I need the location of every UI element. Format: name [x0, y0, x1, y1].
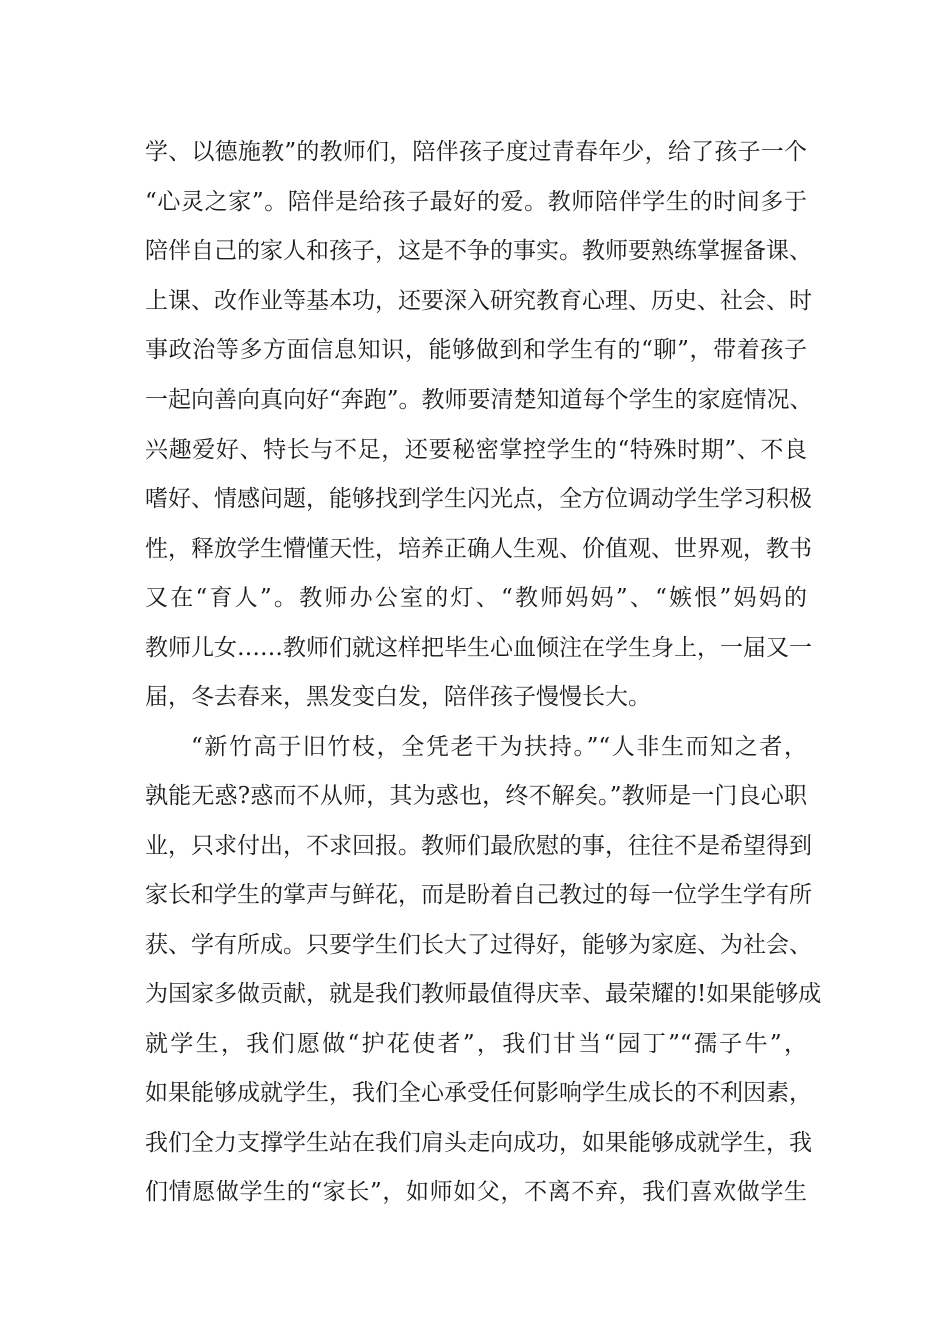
paragraph-2-line: 为国家多做贡献，就是我们教师最值得庆幸、最荣耀的!如果能够成: [145, 981, 822, 1007]
paragraph-1-line: 嗜好、情感问题，能够找到学生闪光点，全方位调动学生学习积极: [145, 486, 812, 512]
paragraph-1-line: “心灵之家”。陪伴是给孩子最好的爱。教师陪伴学生的时间多于: [145, 189, 807, 215]
paragraph-2-line: 获、学有所成。只要学生们长大了过得好，能够为家庭、为社会、: [145, 932, 812, 958]
paragraph-2-line: 就学生，我们愿做“护花使者”，我们甘当“园丁”“孺子牛”，: [145, 1031, 807, 1057]
paragraph-2-line: 如果能够成就学生，我们全心承受任何影响学生成长的不利因素，: [145, 1080, 812, 1106]
paragraph-1-line: 上课、改作业等基本功，还要深入研究教育心理、历史、社会、时: [145, 288, 812, 314]
paragraph-2-line: 家长和学生的掌声与鲜花，而是盼着自己教过的每一位学生学有所: [145, 882, 812, 908]
paragraph-2-line: 们情愿做学生的“家长”，如师如父，不离不弃，我们喜欢做学生: [145, 1179, 807, 1205]
paragraph-2-line: 孰能无惑?惑而不从师，其为惑也，终不解矣。”教师是一门良心职: [145, 783, 807, 809]
paragraph-2-line: 业，只求付出，不求回报。教师们最欣慰的事，往往不是希望得到: [145, 833, 812, 859]
paragraph-1-line: 性，释放学生懵懂天性，培养正确人生观、价值观、世界观，教书: [145, 536, 812, 562]
paragraph-1-line: 又在“育人”。教师办公室的灯、“教师妈妈”、“嫉恨”妈妈的: [145, 585, 807, 611]
paragraph-1-line: 兴趣爱好、特长与不足，还要秘密掌控学生的“特殊时期”、不良: [145, 437, 807, 463]
paragraph-2-line: 我们全力支撑学生站在我们肩头走向成功，如果能够成就学生，我: [145, 1130, 812, 1156]
paragraph-1-line: 教师儿女……教师们就这样把毕生心血倾注在学生身上，一届又一: [145, 635, 812, 661]
paragraph-1-line: 一起向善向真向好“奔跑”。教师要清楚知道每个学生的家庭情况、: [145, 387, 813, 413]
paragraph-1-line: 届，冬去春来，黑发变白发，陪伴孩子慢慢长大。: [145, 684, 651, 710]
paragraph-1-line: 陪伴自己的家人和孩子，这是不争的事实。教师要熟练掌握备课、: [145, 238, 812, 264]
paragraph-1-line: 学、以德施教”的教师们，陪伴孩子度过青春年少，给了孩子一个: [145, 139, 807, 165]
paragraph-1-line: 事政治等多方面信息知识，能够做到和学生有的“聊”，带着孩子: [145, 337, 807, 363]
paragraph-2-line: “新竹高于旧竹枝，全凭老干为扶持。”“人非生而知之者，: [191, 734, 807, 760]
